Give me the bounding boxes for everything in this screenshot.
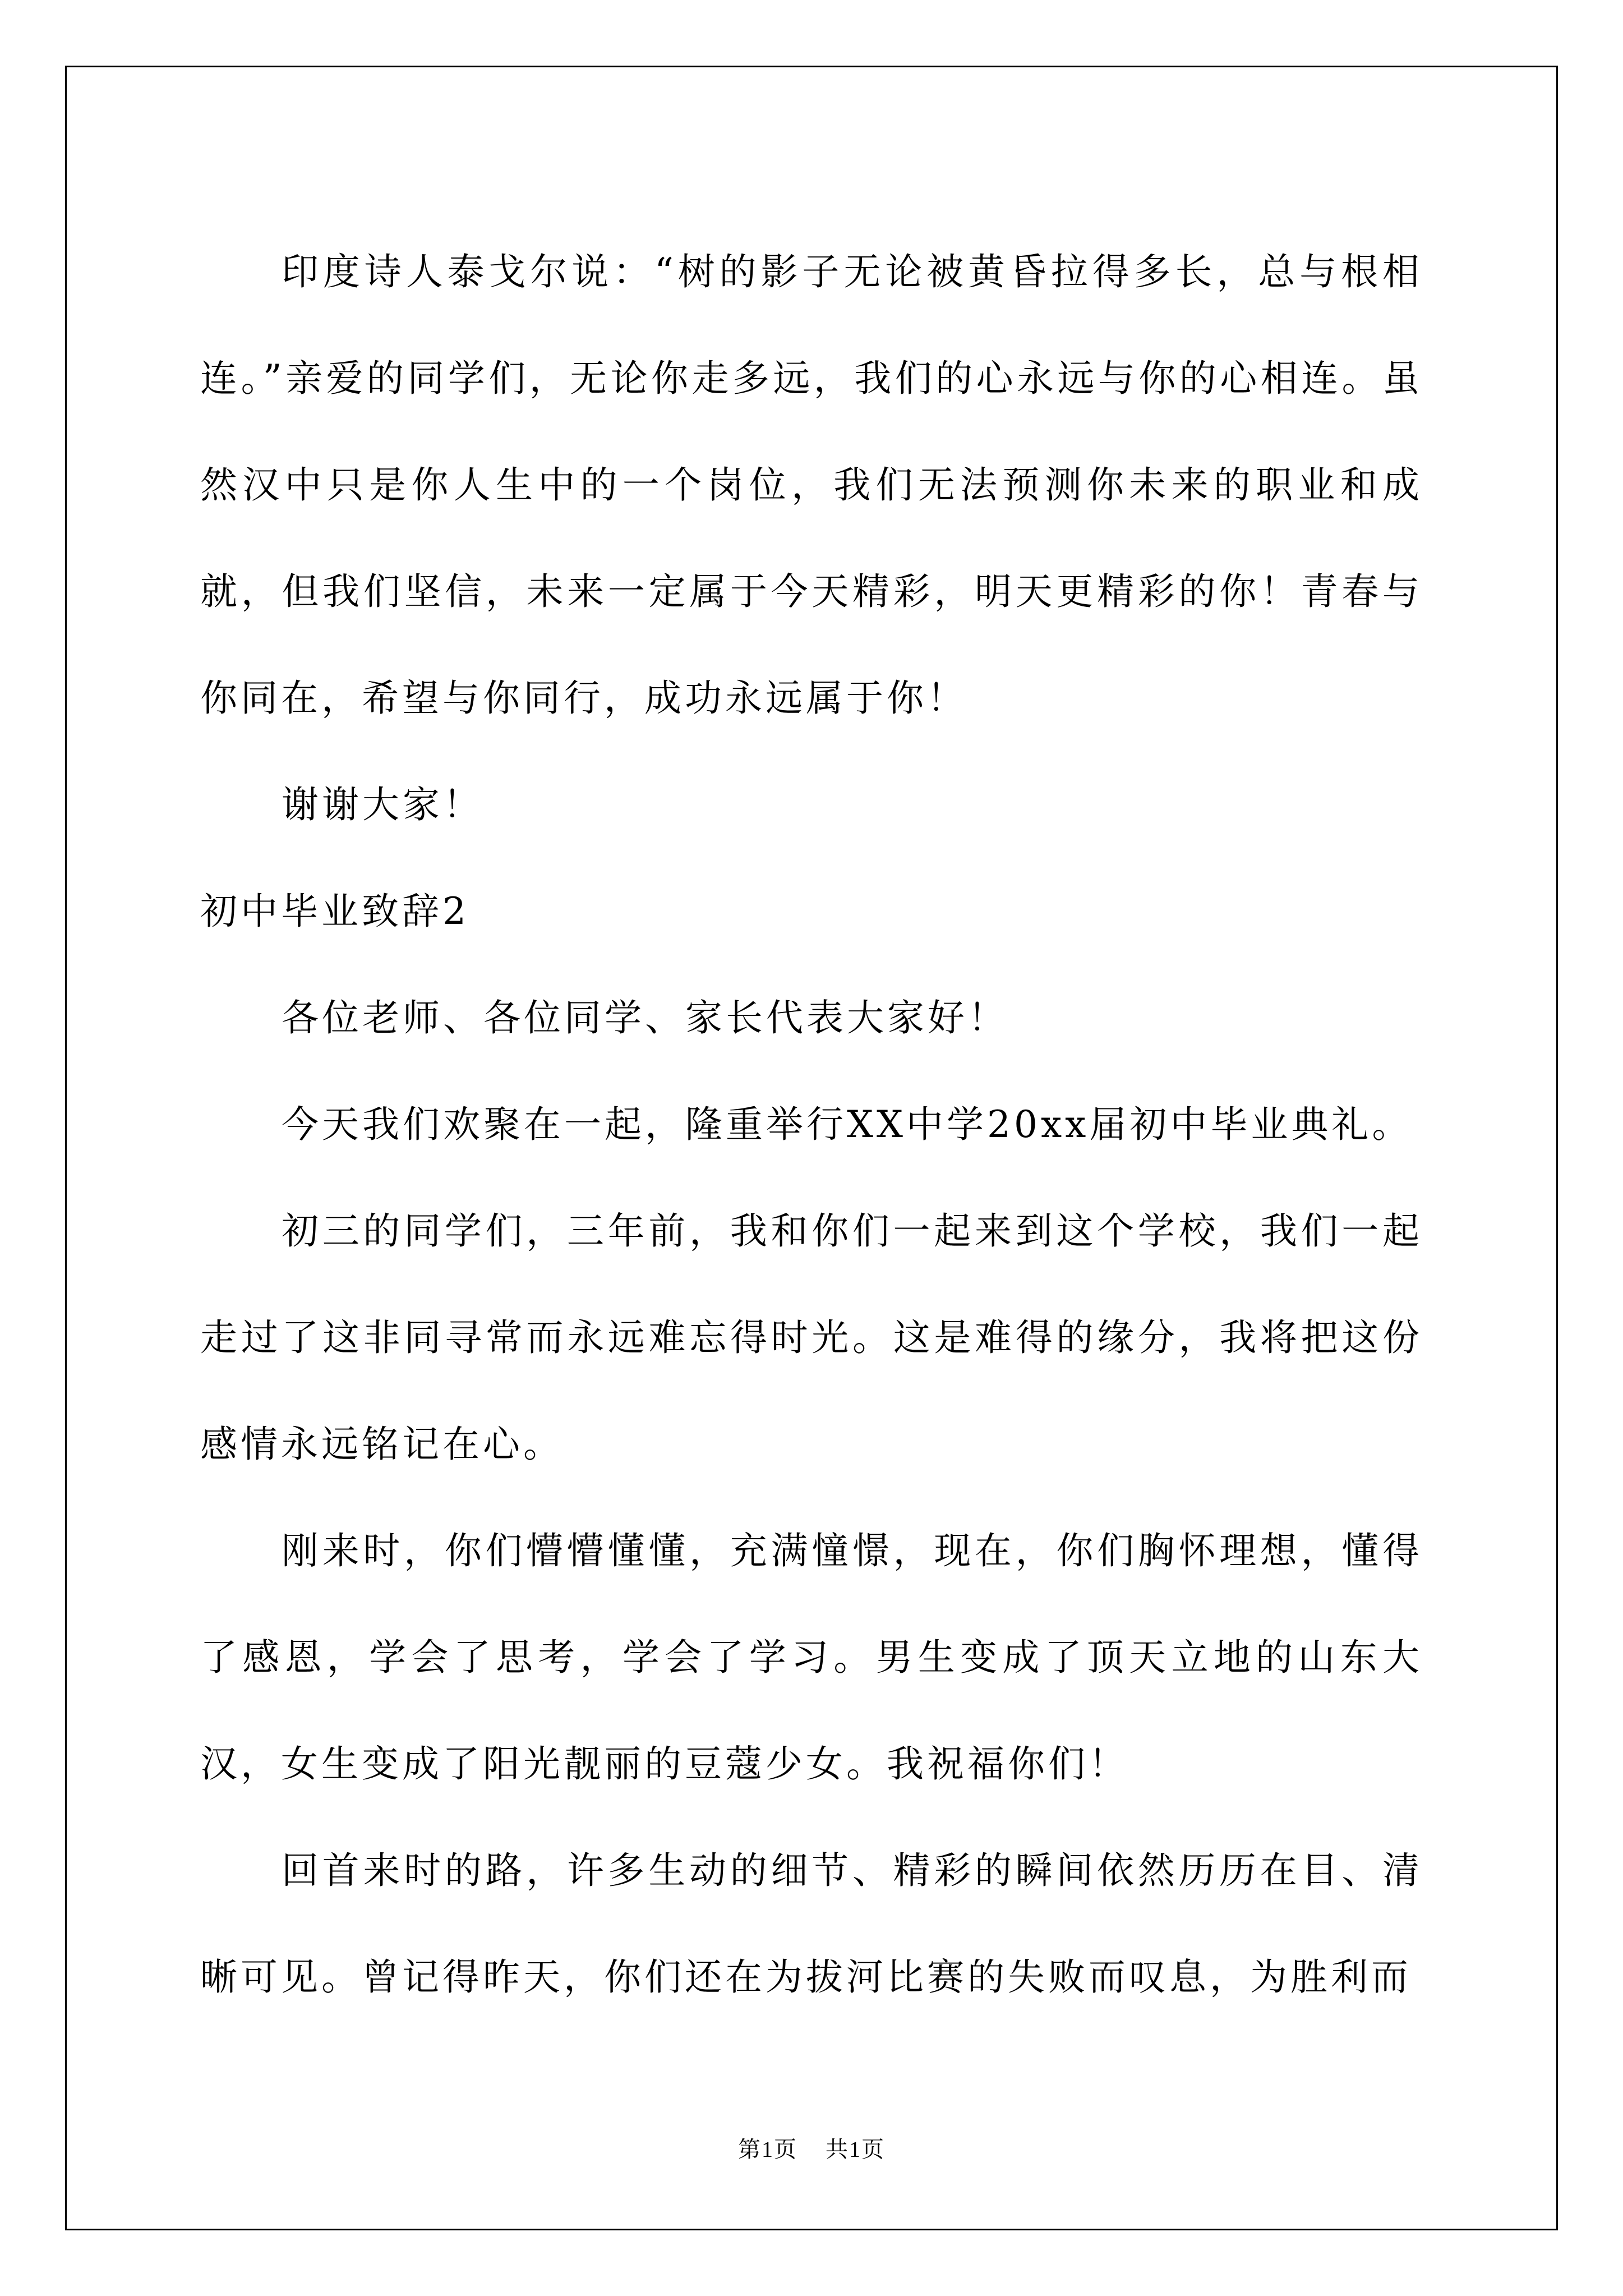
paragraph: 各位老师、各位同学、家长代表大家好！ [282,996,1008,1039]
paragraph: 谢谢大家！ [282,783,483,826]
paragraph: 初三的同学们，三年前，我和你们一起来到这个学校，我们一起走过了这非同寻常而永远难忘得时光。这是难得的缘分，我将把这份感情永远铭记在心。 [200,1209,1423,1466]
document-body [200,219,1423,2031]
page-number: 第1页 [738,2137,797,2162]
page-total: 共1页 [826,2137,885,2162]
section-heading: 初中毕业致辞2 [200,890,469,933]
paragraph: 印度诗人泰戈尔说：“树的影子无论被黄昏拉得多长，总与根相连。”亲爱的同学们，无论你走多远，我们的心永远与你的心相连。虽然汉中只是你人生中的一个岗位，我们无法预测你未来的职业和成就，但我们坚信，未来一定属于今天精彩，明天更精彩的你！青春与你同在，希望与你同行，成功永远属于你！ [200,250,1423,720]
page-footer [0,2132,1623,2164]
paragraph: 今天我们欢聚在一起，隆重举行XX中学20xx届初中毕业典礼。 [282,1103,1413,1146]
paragraph: 刚来时，你们懵懵懂懂，充满憧憬，现在，你们胸怀理想，懂得了感恩，学会了思考，学会了学习。男生变成了顶天立地的山东大汉，女生变成了阳光靓丽的豆蔻少女。我祝福你们！ [200,1529,1423,1786]
paragraph: 回首来时的路，许多生动的细节、精彩的瞬间依然历历在目、清晰可见。曾记得昨天，你们还在为拔河比赛的失败而叹息，为胜利而 [200,1849,1423,1999]
